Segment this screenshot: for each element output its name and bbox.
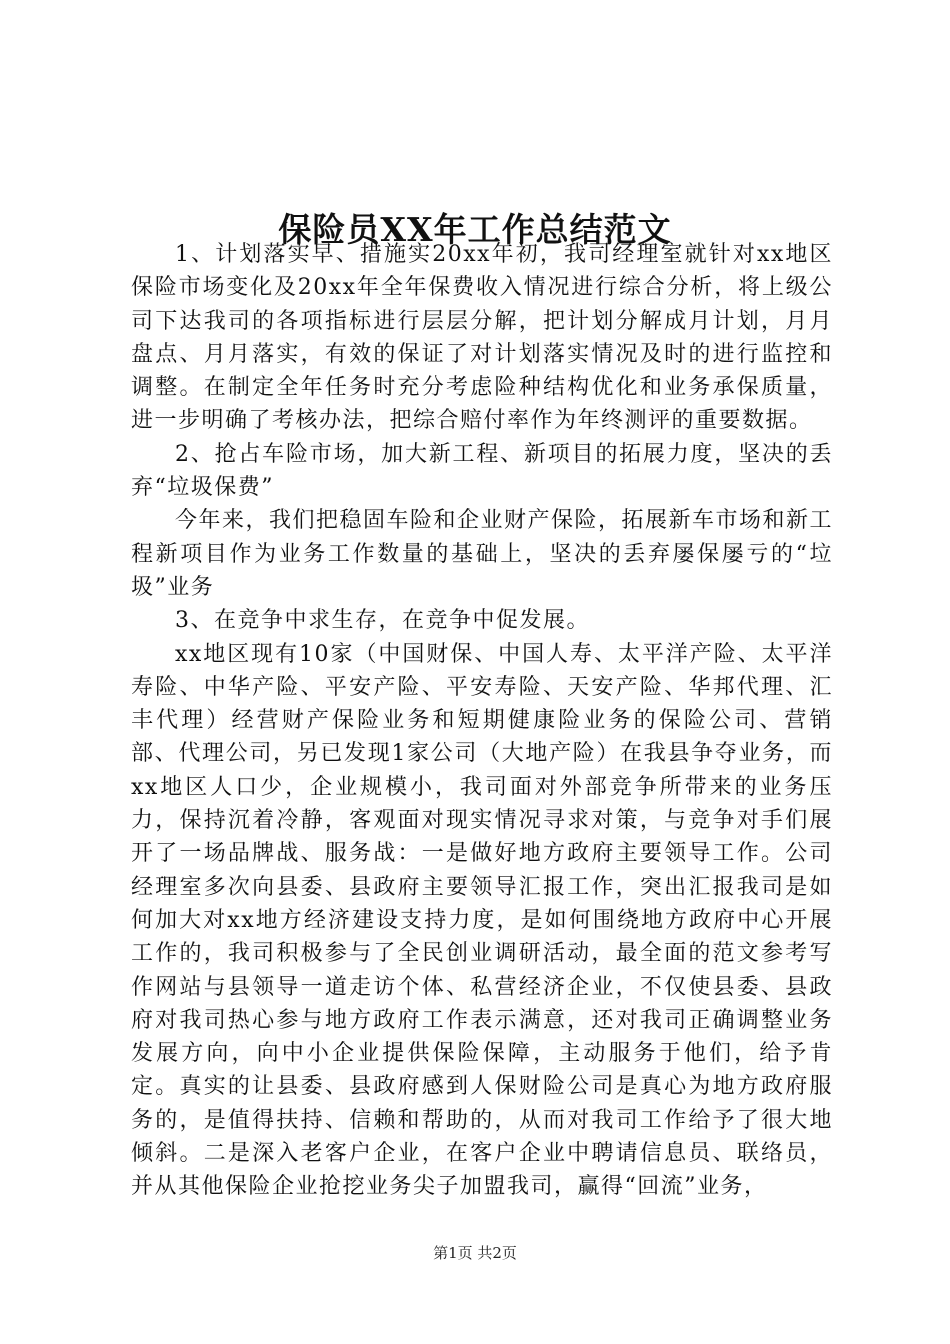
paragraph-competition-heading: 3、在竞争中求生存，在竞争中促发展。 [175,608,590,634]
document-body [131,238,833,1204]
document-title: 保险员XX年工作总结范文 [278,210,672,250]
paragraph-auto-insurance-heading: 2、抢占车险市场，加大新工程、新项目的拓展力度，坚决的丢弃“垃圾保费” [131,441,833,501]
paragraph-plan: 1、计划落实早、措施实20xx年初，我司经理室就针对xx地区保险市场变化及20xx年全年保费收入情况进行综合分析，将上级公司下达我司的各项指标进行层层分解，把计划分解成月计划，月月盘点、月月落实，有效的保证了对计划落实情况及时的进行监控和调整。在制定全年任务时充分考虑险种结构优化和业务承保质量，进一步明确了考核办法，把综合赔付率作为年终测评的重要数据。 [131,242,833,434]
paragraph-auto-insurance: 今年来，我们把稳固车险和企业财产保险，拓展新车市场和新工程新项目作为业务工作数量的基础上，坚决的丢弃屡保屡亏的“垃圾”业务 [131,508,834,600]
paragraph-competition: xx地区现有10家（中国财保、中国人寿、太平洋产险、太平洋寿险、中华产险、平安产险、平安寿险、天安产险、华邦代理、汇丰代理）经营财产保险业务和短期健康险业务的保险公司、营销部、代理公司，另已发现1家公司（大地产险）在我县争夺业务，而xx地区人口少，企业规模小，我司面对外部竞争所带来的业务压力，保持沉着冷静，客观面对现实情况寻求对策，与竞争对手们展开了一场品牌战、服务战：一是做好地方政府主要领导工作。公司经理室多次向县委、县政府主要领导汇报工作，突出汇报我司是如何加大对xx地方经济建设支持力度，是如何围绕地方政府中心开展工作的，我司积极参与了全民创业调研活动，最全面的范文参考写作网站与县领导一道走访个体、私营经济企业，不仅使县委、县政府对我司热心参与地方政府工作表示满意，还对我司正确调整业务发展方向，向中小企业提供保险保障，主动服务于他们，给予肯定。真实的让县委、县政府感到人保财险公司是真心为地方政府服务的，是值得扶持、信赖和帮助的，从而对我司工作给予了很大地倾斜。二是深入老客户企业，在客户企业中聘请信息员、联络员，并从其他保险企业抢挖业务尖子加盟我司，赢得“回流”业务， [131,641,833,1200]
page-number: 第1页 共2页 [433,1244,517,1262]
